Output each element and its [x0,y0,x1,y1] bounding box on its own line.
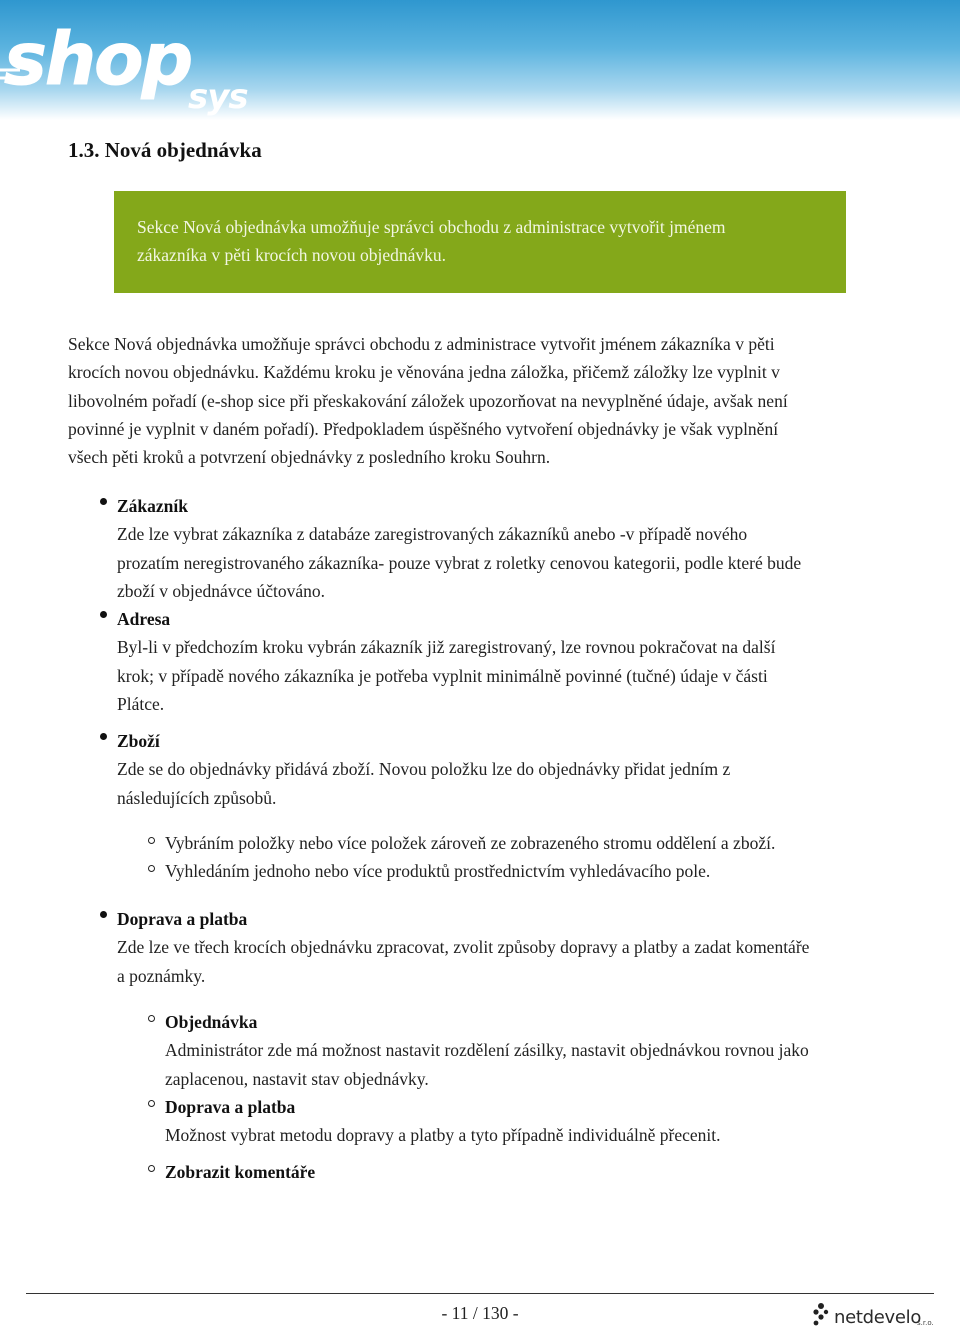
bullet-dot-icon [100,498,107,505]
step-text: zboží v objednávce účtováno. [117,580,325,601]
sub-title: Zobrazit komentáře [165,1162,316,1182]
bullet-dot-icon [100,611,107,618]
step-text: Plátce. [117,693,165,714]
step-text: a poznámky. [117,965,206,986]
step-text: krok; v případě nového zákazníka je potřeba vyplnit minimálně povinné (tučné) údaje v části [117,665,768,686]
step-text: Byl-li v předchozím kroku vybrán zákazník již zaregistrovaný, lze rovnou pokračovat na další [117,637,776,658]
bullet-dot-icon [100,733,107,740]
sub-text: zaplacenou, nastavit stav objednávky. [165,1068,429,1089]
company-suffix: s.r.o. [917,1319,934,1327]
bullet-circle-icon [148,1015,155,1022]
step-text: prozatím neregistrovaného zákazníka- pouze vybrat z roletky cenovou kategorii, podle které bude [117,552,802,573]
step-text: následujících způsobů. [117,787,277,808]
company-name: netdevelo [834,1307,922,1328]
bullet-circle-icon [148,1100,155,1107]
sub-item: Vybráním položky nebo více položek zároveň ze zobrazeného stromu oddělení a zboží. [165,833,776,853]
logo-sys-glyphs: sys [188,77,248,117]
summary-box [114,191,846,293]
intro-line: krocích novou objednávku. Každému kroku je věnována jedna záložka, přičemž záložky lze vyplnit v [68,362,780,383]
sub-text: Administrátor zde má možnost nastavit rozdělení zásilky, nastavit objednávkou rovnou jako [165,1040,809,1061]
step-adresa [117,605,917,718]
step-title: Zboží [117,731,160,751]
summary-line-2: zákazníka v pěti krocích novou objednávku. [137,245,447,265]
section-title: 1.3. Nová objednávka [68,138,262,162]
bullet-circle-icon [148,1165,155,1172]
intro-line: libovolném pořadí (e-shop sice při přeskakování záložek upozorňovat na nevyplněné údaje, avšak není [68,390,788,411]
step-zakaznik [117,492,917,605]
page-number: - 11 / 130 - [441,1303,519,1323]
step-doprava [117,905,917,990]
sub-title: Objednávka [165,1012,258,1032]
sub-title: Doprava a platba [165,1097,296,1117]
summary-line-1: Sekce Nová objednávka umožňuje správci obchodu z administrace vytvořit jménem [137,217,726,237]
intro-paragraph [68,330,898,471]
sub-text: Možnost vybrat metodu dopravy a platby a tyto případně individuálně přecenit. [165,1125,721,1146]
logo-shop-glyphs: shop [4,18,192,101]
sub-objednavka [165,1008,925,1093]
sub-item: Vyhledáním jednoho nebo více produktů prostřednictvím vyhledávacího pole. [165,861,711,881]
intro-line: Sekce Nová objednávka umožňuje správci obchodu z administrace vytvořit jménem zákazníka v pěti [68,334,775,354]
sub-komentare [165,1158,925,1186]
step-text: Zde se do objednávky přidává zboží. Novou položku lze do objednávky přidat jedním z [117,759,731,780]
bullet-dot-icon [100,911,107,918]
sub-doprava-platba [165,1093,925,1150]
step-text: Zde lze ve třech krocích objednávku zpracovat, zvolit způsoby dopravy a platby a zadat komentáře [117,937,810,958]
intro-line: povinné je vyplnit v daném pořadí). Předpokladem úspěšného vytvoření objednávky je však vyplnění [68,418,779,439]
intro-line: všech pěti kroků a potvrzení objednávky z posledního kroku Souhrn. [68,447,551,468]
step-title: Zákazník [117,496,188,516]
step-zbozi [117,727,917,812]
bullet-circle-icon [148,837,155,844]
bullet-circle-icon [148,865,155,872]
step-title: Adresa [117,609,171,629]
step-text: Zde lze vybrat zákazníka z databáze zaregistrovaných zákazníků anebo -v případě nového [117,524,748,545]
footer-divider [26,1293,934,1294]
netdevelo-logo-icon [812,1302,832,1328]
step-title: Doprava a platba [117,909,248,929]
shopsys-logo [0,18,310,118]
